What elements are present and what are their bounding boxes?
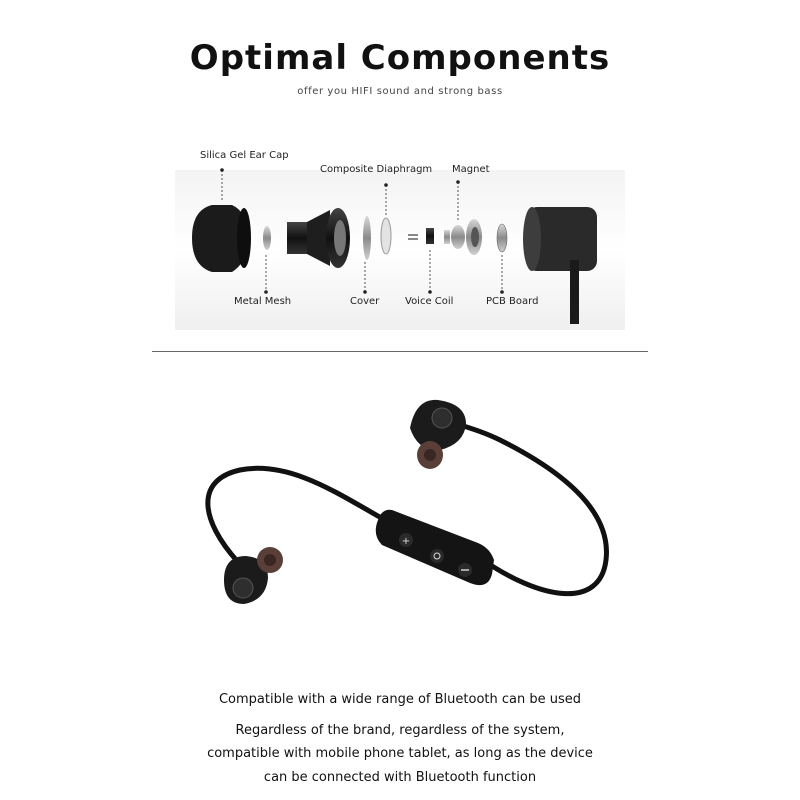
- voice-coil-part: [408, 228, 434, 244]
- housing-part: [287, 208, 350, 268]
- diaphragm-part: [381, 218, 391, 254]
- compatibility-text-2: compatible with mobile phone tablet, as long as the device: [207, 746, 593, 761]
- power-icon: [430, 549, 444, 563]
- label-ear-cap: Silica Gel Ear Cap: [200, 150, 289, 161]
- label-voice-coil: Voice Coil: [405, 296, 454, 307]
- label-diaphragm: Composite Diaphragm: [320, 164, 433, 175]
- remote-control: [376, 510, 494, 585]
- label-magnet: Magnet: [452, 164, 490, 175]
- cover-part: [363, 216, 371, 260]
- page-title: Optimal Components: [189, 38, 611, 78]
- svg-text:+: +: [401, 536, 411, 547]
- compatibility-heading: Compatible with a wide range of Bluetooth can be used: [218, 692, 582, 707]
- magnet-part: [444, 219, 482, 255]
- metal-mesh-part: [263, 226, 271, 250]
- pcb-board-part: [497, 224, 507, 252]
- section-divider: [152, 351, 648, 352]
- compatibility-text-3: can be connected with Bluetooth function: [263, 770, 537, 785]
- compatibility-text-1: Regardless of the brand, regardless of the system,: [235, 723, 565, 738]
- label-pcb-board: PCB Board: [486, 296, 539, 307]
- headset-illustration: [208, 400, 607, 604]
- ear-cap-part: [192, 205, 251, 272]
- page-subtitle: offer you HIFI sound and strong bass: [297, 86, 503, 97]
- label-cover: Cover: [350, 296, 380, 307]
- right-earbud: [410, 400, 466, 469]
- label-metal-mesh: Metal Mesh: [234, 296, 292, 307]
